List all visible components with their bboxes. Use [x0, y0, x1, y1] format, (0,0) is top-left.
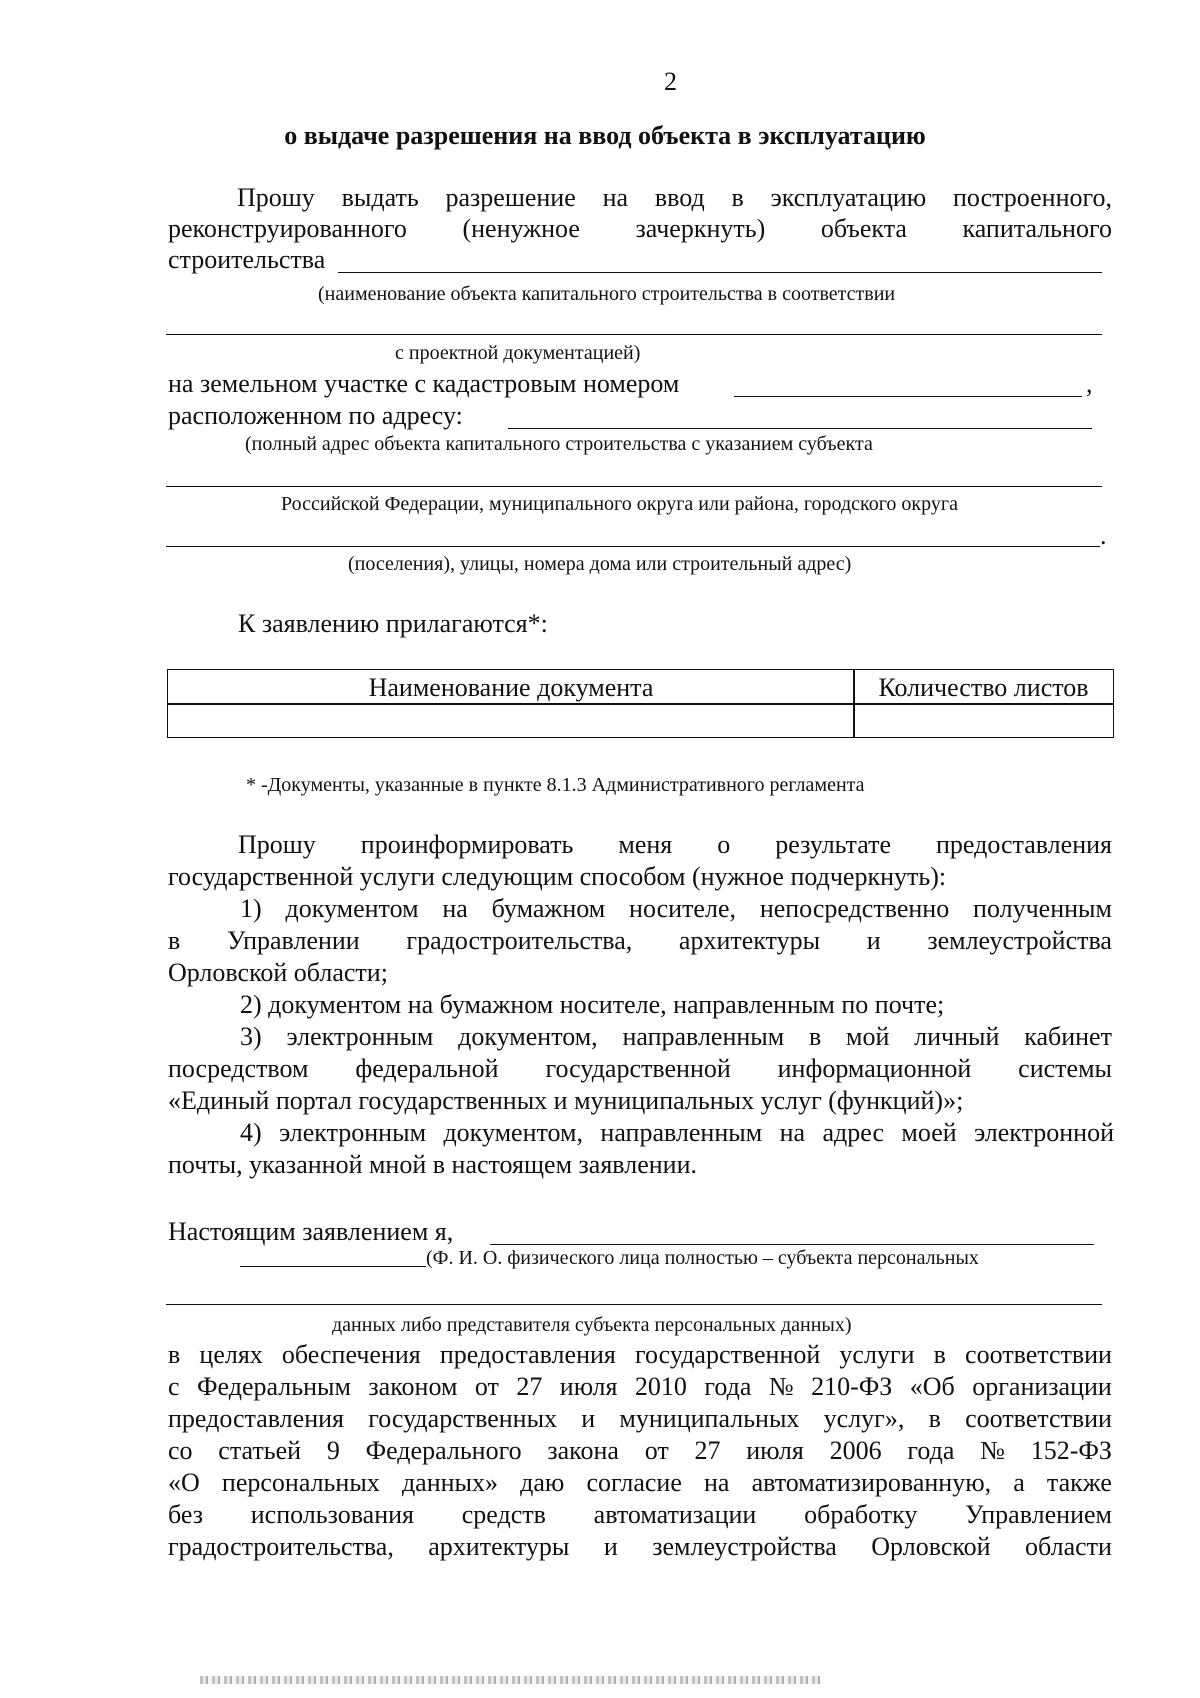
word: непосредственно: [759, 894, 950, 923]
word: 210-ФЗ: [811, 1372, 893, 1401]
word: (ненужное: [462, 214, 580, 243]
word: электронной: [974, 1118, 1114, 1147]
word: кабинет: [1024, 1022, 1112, 1051]
word: обеспечения: [281, 1340, 421, 1369]
word: автоматизации: [593, 1500, 757, 1529]
full-name-hint-1: (Ф. И. О. физического лица полностью – субъекта персональных: [426, 1247, 979, 1269]
scan-artifact: [200, 1676, 820, 1684]
word: также: [1046, 1468, 1112, 1497]
word: на: [704, 1468, 730, 1497]
word: на: [442, 894, 468, 923]
consent-text-line-6: [168, 1499, 1112, 1531]
word: моей: [901, 1118, 957, 1147]
word: личный: [914, 1022, 1000, 1051]
cadastral-label: на земельном участке с кадастровым номером: [168, 369, 680, 398]
cadastral-number-field-line[interactable]: [734, 396, 1082, 397]
full-name-field-line[interactable]: [490, 1244, 1094, 1245]
word: в: [168, 1340, 181, 1369]
word: землеустройства: [652, 1532, 837, 1561]
word: Прошу: [237, 183, 315, 212]
word: 3): [240, 1022, 262, 1051]
word: эксплуатацию: [770, 183, 927, 212]
word: №: [980, 1436, 1005, 1465]
word: реконструированного: [168, 214, 407, 243]
table-cell-sheets[interactable]: [853, 703, 1114, 738]
word: с: [168, 1372, 180, 1401]
table-header-sheets: Количество листов: [878, 673, 1089, 702]
address-field-line-3[interactable]: [166, 546, 1100, 547]
word: предоставления: [936, 830, 1112, 859]
word: Прошу: [238, 830, 316, 859]
word: целях: [199, 1340, 263, 1369]
address-period: .: [1100, 521, 1107, 550]
full-name-hint-2: данных либо представителя субъекта персональных данных): [332, 1314, 852, 1336]
word: Федеральным: [197, 1372, 351, 1401]
word: в: [928, 1404, 941, 1433]
word: Управлении: [226, 926, 360, 955]
address-hint-1: (полный адрес объекта капитального строительства с указанием субъекта: [245, 433, 873, 455]
object-name-label: строительства: [168, 245, 326, 274]
word: результате: [775, 830, 891, 859]
request-line-2: [168, 213, 1112, 245]
address-hint-2: Российской Федерации, муниципального округа или района, городского округа: [281, 493, 958, 515]
word: согласие: [586, 1468, 682, 1497]
word: государственных: [368, 1404, 558, 1433]
consent-text-line-2: [168, 1371, 1112, 1403]
address-hint-3: (поселения), улицы, номера дома или строительный адрес): [348, 553, 852, 575]
word: в: [933, 1340, 946, 1369]
address-field-line-2[interactable]: [166, 486, 1102, 487]
word: а: [1013, 1468, 1025, 1497]
word: объекта: [820, 214, 907, 243]
word: без: [168, 1500, 204, 1529]
word: Управлением: [965, 1500, 1112, 1529]
word: законом: [368, 1372, 458, 1401]
full-name-field-line-2[interactable]: [166, 1304, 1102, 1305]
word: «Об: [909, 1372, 955, 1401]
word: автоматизированную,: [751, 1468, 992, 1497]
option-1-line-3: Орловской области;: [168, 958, 388, 987]
word: со: [168, 1436, 193, 1465]
table-cell-document[interactable]: [167, 703, 855, 738]
word: Орловской: [871, 1532, 991, 1561]
word: ввод: [654, 183, 705, 212]
word: даю: [520, 1468, 565, 1497]
address-field-line[interactable]: [508, 428, 1092, 429]
word: системы: [1018, 1054, 1112, 1083]
attachments-footnote: * -Документы, указанные в пункте 8.1.3 Административного регламента: [246, 774, 865, 796]
word: «О: [168, 1468, 200, 1497]
word: документом,: [443, 1118, 583, 1147]
word: направленным: [622, 1022, 785, 1051]
word: федеральной: [355, 1054, 499, 1083]
word: услуги: [839, 1340, 915, 1369]
word: предоставления: [168, 1404, 344, 1433]
word: области: [1025, 1532, 1112, 1561]
word: носителе,: [629, 894, 736, 923]
word: в: [808, 1022, 822, 1051]
request-line-1: [237, 182, 1112, 214]
word: 1): [240, 894, 262, 923]
word: посредством: [168, 1054, 309, 1083]
word: 152-ФЗ: [1030, 1436, 1112, 1465]
word: землеустройства: [927, 926, 1112, 955]
word: года: [907, 1436, 955, 1465]
word: на: [779, 1118, 806, 1147]
option-4-line-2: почты, указанной мной в настоящем заявлении.: [168, 1150, 697, 1179]
word: муниципальных: [619, 1404, 800, 1433]
option-3-line-2: [168, 1053, 1112, 1085]
word: архитектуры: [678, 926, 821, 955]
word: и: [603, 1532, 618, 1561]
inform-line-2: государственной услуги следующим способом (нужное подчеркнуть):: [168, 862, 947, 891]
word: средств: [461, 1500, 546, 1529]
inform-line-1: [238, 829, 1112, 861]
consent-text-line-7: [168, 1531, 1112, 1563]
table-header-document: Наименование документа: [368, 673, 654, 702]
consent-text-line-5: [168, 1467, 1112, 1499]
word: адрес: [822, 1118, 884, 1147]
word: мой: [846, 1022, 890, 1051]
object-name-field-line[interactable]: [338, 272, 1102, 273]
word: меня: [618, 830, 673, 859]
word: 9: [326, 1436, 340, 1465]
word: капитального: [962, 214, 1112, 243]
word: июля: [746, 1436, 804, 1465]
word: электронным: [286, 1022, 434, 1051]
word: июля: [559, 1372, 618, 1401]
word: документом,: [458, 1022, 598, 1051]
word: и: [866, 926, 881, 955]
object-name-field-line-2[interactable]: [166, 334, 1102, 335]
word: документом: [285, 894, 419, 923]
word: электронным: [279, 1118, 427, 1147]
word: 2010: [634, 1372, 687, 1401]
option-1-line-2: [168, 925, 1112, 957]
word: в: [168, 926, 181, 955]
word: 27: [516, 1372, 543, 1401]
word: разрешение: [445, 183, 576, 212]
word: проинформировать: [360, 830, 574, 859]
page-number: 2: [664, 67, 677, 96]
word: Федерального: [365, 1436, 522, 1465]
option-4-line-1: [240, 1117, 1114, 1149]
word: соответствии: [965, 1340, 1112, 1369]
word: выдать: [341, 183, 419, 212]
option-3-line-1: [240, 1021, 1112, 1053]
word: закона: [547, 1436, 619, 1465]
word: полученным: [973, 894, 1112, 923]
word: 27: [694, 1436, 721, 1465]
word: использования: [250, 1500, 415, 1529]
word: в: [731, 183, 744, 212]
word: градостроительства,: [406, 926, 633, 955]
word: обработку: [804, 1500, 918, 1529]
word: архитектуры: [428, 1532, 570, 1561]
object-name-hint-2: с проектной документацией): [395, 342, 641, 364]
page-title: о выдаче разрешения на ввод объекта в эксплуатацию: [284, 121, 926, 150]
word: градостроительства,: [168, 1532, 394, 1561]
word: бумажном: [491, 894, 606, 923]
word: персональных: [221, 1468, 380, 1497]
full-name-field-line-short[interactable]: [240, 1266, 426, 1267]
word: о: [717, 830, 731, 859]
word: №: [768, 1372, 794, 1401]
word: года: [704, 1372, 752, 1401]
word: статьей: [218, 1436, 302, 1465]
consent-text-line-4: [168, 1435, 1112, 1467]
object-name-hint: (наименование объекта капитального строительства в соответствии: [318, 283, 896, 305]
word: государственной: [545, 1054, 731, 1083]
cadastral-comma: ,: [1086, 369, 1093, 398]
option-3-line-3: «Единый портал государственных и муниципальных услуг (функций)»;: [168, 1086, 964, 1115]
word: от: [644, 1436, 669, 1465]
word: государственной: [634, 1340, 821, 1369]
word: организации: [972, 1372, 1112, 1401]
word: и: [581, 1404, 596, 1433]
word: 4): [240, 1118, 262, 1147]
word: от: [474, 1372, 499, 1401]
word: предоставления: [439, 1340, 616, 1369]
consent-text-line-1: [168, 1339, 1112, 1371]
option-2: 2) документом на бумажном носителе, направленным по почте;: [240, 990, 945, 1019]
word: услуг»,: [823, 1404, 905, 1433]
word: данных»: [401, 1468, 499, 1497]
word: на: [602, 183, 629, 212]
word: 2006: [829, 1436, 882, 1465]
word: построенного,: [953, 183, 1112, 212]
consent-label: Настоящим заявлением я,: [168, 1217, 454, 1246]
word: зачеркнуть): [635, 214, 766, 243]
attachments-label: К заявлению прилагаются*:: [238, 609, 548, 638]
address-label: расположенном по адресу:: [168, 401, 463, 430]
word: направленным: [600, 1118, 763, 1147]
option-1-line-1: [240, 893, 1112, 925]
word: информационной: [777, 1054, 972, 1083]
consent-text-line-3: [168, 1403, 1112, 1435]
word: соответствии: [965, 1404, 1112, 1433]
